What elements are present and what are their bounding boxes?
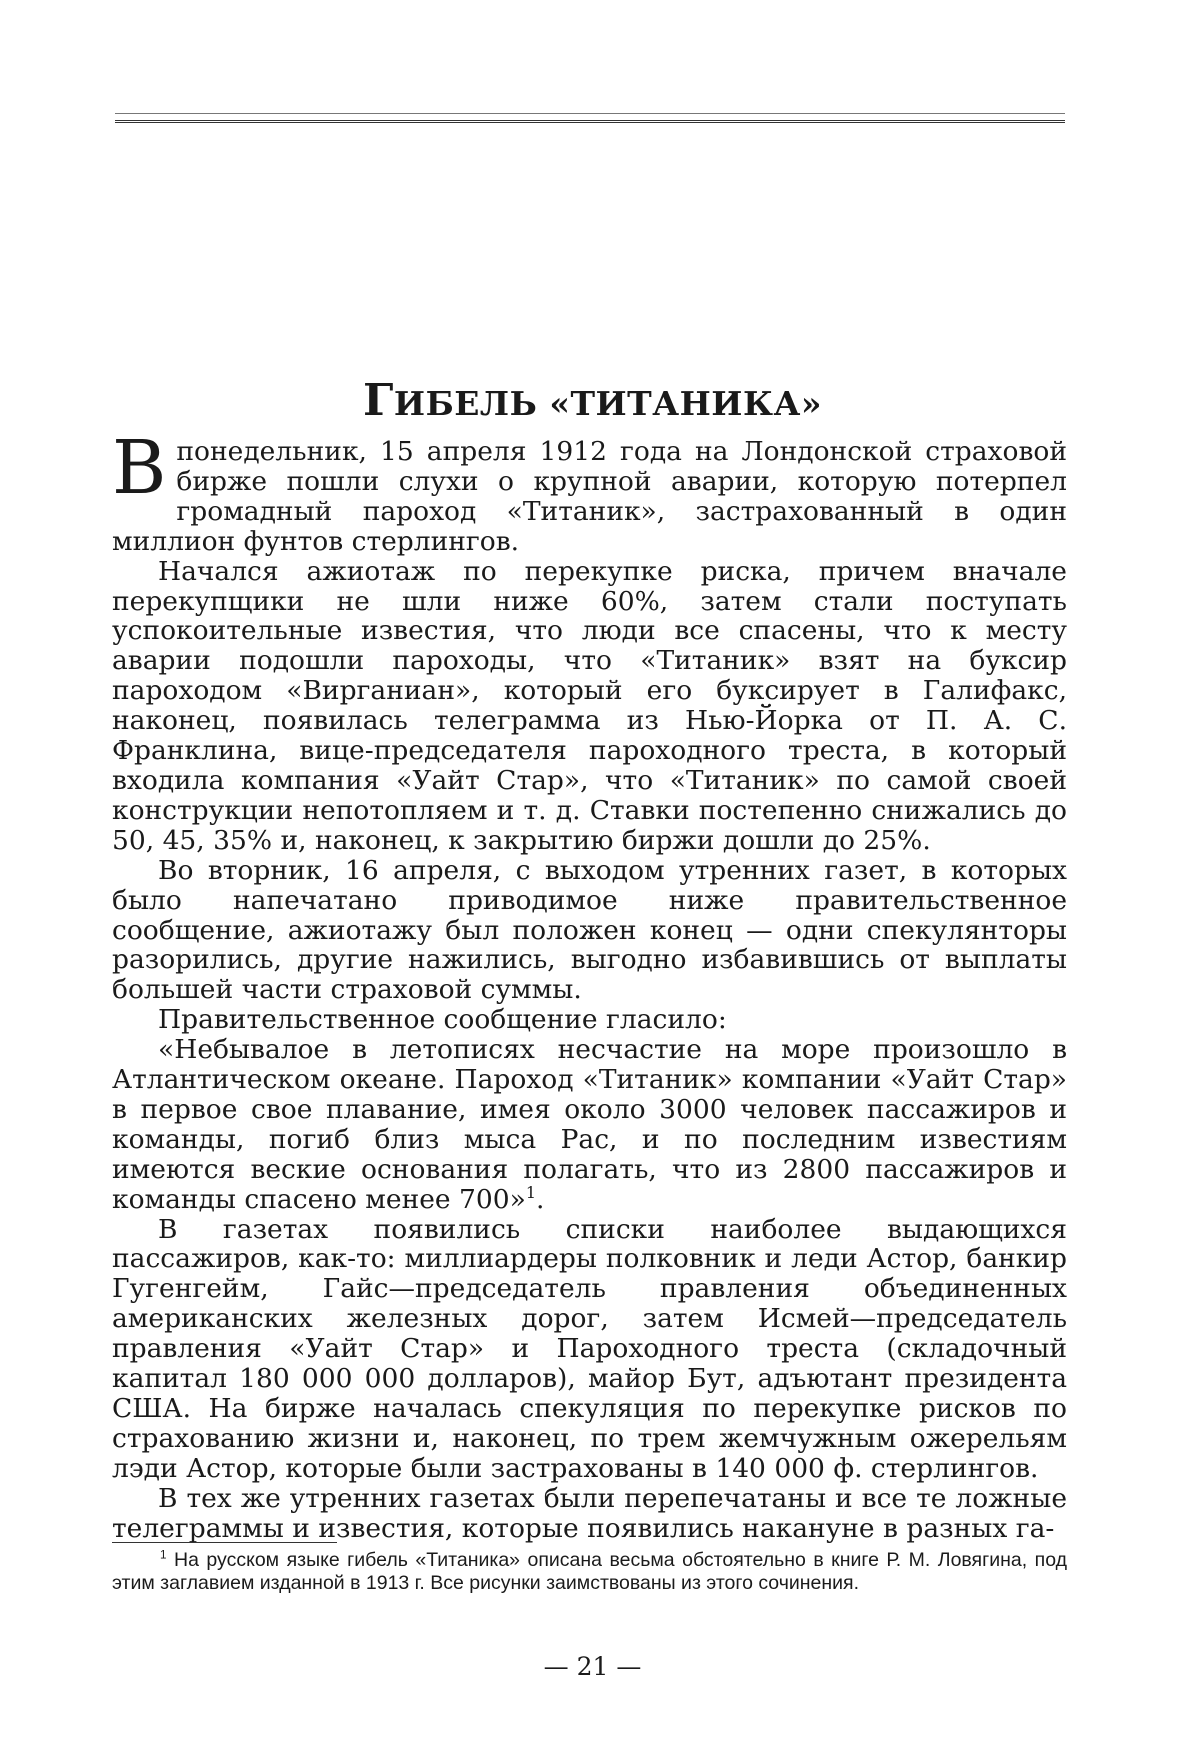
- paragraph-2: Начался ажиотаж по перекупке риска, причем вначале перекупщики не шли ниже 60%, затем стали поступать успокоительные известия, что люди все спасены, что к месту аварии подошли пароходы, что «Титаник» взят на буксир пароходом «Вирганиан», который его буксирует в Галифакс, наконец, появилась телеграмма из Нью-Йорка от П. А. С. Франклина, вице-председателя пароходного треста, в который входила компания «Уайт Стар», что «Титаник» по самой своей конструкции непотопляем и т. д. Ставки постепенно снижались до 50, 45, 35% и, наконец, к закрытию биржи дошли до 25%.: [112, 555, 1067, 856]
- chapter-title: [0, 375, 1185, 426]
- quote-text: «Небывалое в летописях несчастие на море произошло в Атлантическом океане. Пароход «Титаник» компании «Уайт Стар» в первое свое плавание, имея около 3000 человек пассажиров и команды, погиб близ мыса Рас, и по последним известиям имеются веские основания полагать, что из 2800 пассажиров и команды спасено менее 700»: [112, 1034, 1067, 1215]
- footnote-marker: 1: [160, 1548, 167, 1562]
- paragraph-3: Во вторник, 16 апреля, с выходом утренних газет, в которых было напечатано приводимое ниже правительственное сообщение, ажиотажу был положен конец — одни спекулянторы разорились, другие нажились, выгодно избавившись от выплаты большей части страховой суммы.: [112, 854, 1067, 1006]
- title-rest: ИБЕЛЬ «ТИТАНИКА»: [393, 384, 822, 423]
- title-capital: Г: [363, 375, 394, 426]
- paragraph-6: В газетах появились списки наиболее выдающихся пассажиров, как-то: миллиардеры полковник и леди Астор, банкир Гугенгейм, Гайс—председатель правления объединенных американских железных дорог, затем Исмей—председатель правления «Уайт Стар» и Пароходного треста (складочный капитал 180 000 000 долларов), майор Бут, адъютант президента США. На бирже началась спекуляция по перекупке рисков по страхованию жизни и, наконец, по трем жемчужным ожерельям лэди Астор, которые были застрахованы в 140 000 ф. стерлингов.: [112, 1213, 1067, 1484]
- footnote-reference: 1: [525, 1182, 536, 1202]
- footnote-rule: [112, 1542, 337, 1543]
- drop-cap: В: [112, 425, 167, 511]
- footnote-text: На русском языке гибель «Титаника» описана весьма обстоятельно в книге Р. М. Ловягина, под этим заглавием изданной в 1913 г. Все рисунки заимствованы из этого сочинения.: [112, 1549, 1067, 1594]
- quote-end: .: [535, 1183, 545, 1215]
- body-text: [112, 425, 1067, 1544]
- footnote: [112, 1549, 1067, 1595]
- header-rule: [115, 113, 1065, 123]
- footnote-paragraph: [112, 1549, 1067, 1595]
- paragraph-5: [112, 1035, 1067, 1214]
- paragraph-4: Правительственное сообщение гласило:: [158, 1004, 727, 1036]
- paragraph-1: [112, 425, 1067, 557]
- paragraph-7: В тех же утренних газетах были перепечатаны и все те ложные телеграммы и известия, которые появились накануне в разных га-: [112, 1482, 1067, 1544]
- page-number: — 21 —: [543, 1652, 642, 1681]
- paragraph-1-text: понедельник, 15 апреля 1912 года на Лондонской страховой бирже пошли слухи о крупной аварии, которую потерпел громадный пароход «Титаник», застрахованный в один миллион фунтов стерлингов.: [112, 436, 1067, 557]
